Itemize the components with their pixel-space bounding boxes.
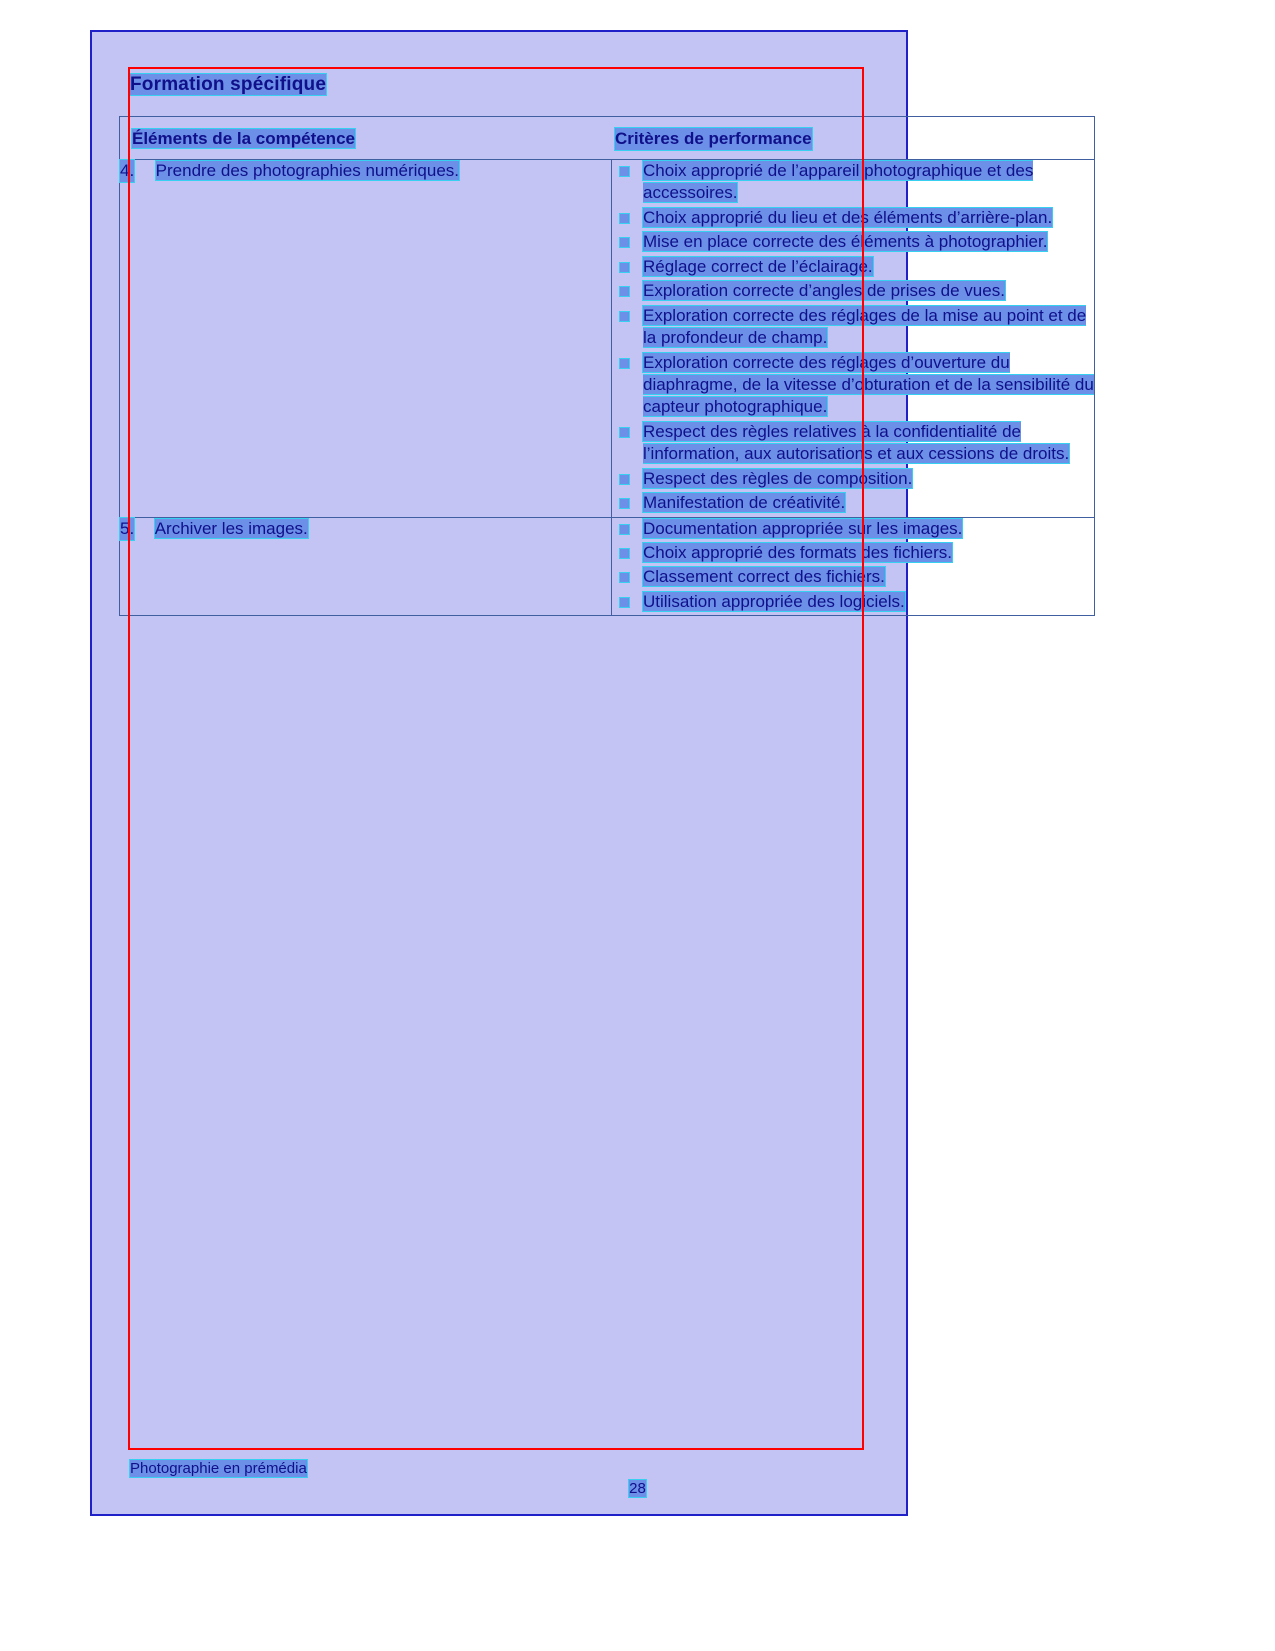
- bullet-icon: [620, 167, 629, 176]
- table-row: [120, 517, 1095, 616]
- competency-table: [119, 116, 1095, 616]
- bullet-icon: [620, 263, 629, 272]
- table-row: [120, 160, 1095, 518]
- bullet-icon: [620, 525, 629, 534]
- list-item: Respect des règles de composition.: [612, 468, 1094, 490]
- list-item: Classement correct des fichiers.: [612, 566, 1094, 588]
- list-item: Réglage correct de l’éclairage.: [612, 256, 1094, 278]
- list-item: Exploration correcte des réglages de la mise au point et de la profondeur de champ.: [612, 305, 1094, 350]
- element-label: Prendre des photographies numériques.: [155, 161, 460, 180]
- list-item: Choix approprié de l’appareil photographique et des accessoires.: [612, 160, 1094, 205]
- bullet-icon: [620, 573, 629, 582]
- bullet-icon: [620, 287, 629, 296]
- element-cell: [120, 517, 612, 616]
- criteria-list: [612, 160, 1094, 515]
- bullet-icon: [620, 359, 629, 368]
- bullet-icon: [620, 499, 629, 508]
- list-item: Choix approprié des formats des fichiers.: [612, 542, 1094, 564]
- list-item: Documentation appropriée sur les images.: [612, 518, 1094, 540]
- criteria-cell: [612, 517, 1095, 616]
- bullet-icon: [620, 549, 629, 558]
- footer-document-title: Photographie en prémédia: [130, 1460, 307, 1477]
- list-item: Choix approprié du lieu et des éléments d’arrière-plan.: [612, 207, 1094, 229]
- element-cell: [120, 160, 612, 518]
- table-header-row: [120, 117, 1095, 160]
- header-elements-label: Éléments de la compétence: [132, 129, 355, 148]
- element-number: 4.: [120, 160, 134, 182]
- table-header-cell: [120, 117, 1095, 160]
- bullet-icon: [620, 475, 629, 484]
- bullet-icon: [620, 214, 629, 223]
- bullet-icon: [620, 598, 629, 607]
- criteria-cell: [612, 160, 1095, 518]
- bullet-icon: [620, 312, 629, 321]
- page-number-text: 28: [629, 1480, 646, 1497]
- list-item: Exploration correcte d’angles de prises de vues.: [612, 280, 1094, 302]
- criteria-list: [612, 518, 1094, 614]
- footer-page-number: [0, 1479, 1275, 1499]
- element-number: 5.: [120, 518, 134, 540]
- section-heading: [130, 72, 326, 97]
- list-item: Mise en place correcte des éléments à photographier.: [612, 231, 1094, 253]
- list-item: Utilisation appropriée des logiciels.: [612, 591, 1094, 613]
- list-item: Respect des règles relatives à la confidentialité de l’information, aux autorisations et aux cessions de droits.: [612, 421, 1094, 466]
- list-item: Manifestation de créativité.: [612, 492, 1094, 514]
- element-label: Archiver les images.: [154, 518, 308, 538]
- header-criteria-label: Critères de performance: [615, 128, 812, 150]
- bullet-icon: [620, 238, 629, 247]
- footer-left: [130, 1459, 307, 1479]
- bullet-icon: [620, 428, 629, 437]
- list-item: Exploration correcte des réglages d’ouverture du diaphragme, de la vitesse d’obturation et de la sensibilité du capteur photographique.: [612, 352, 1094, 419]
- section-heading-text: Formation spécifique: [130, 74, 327, 95]
